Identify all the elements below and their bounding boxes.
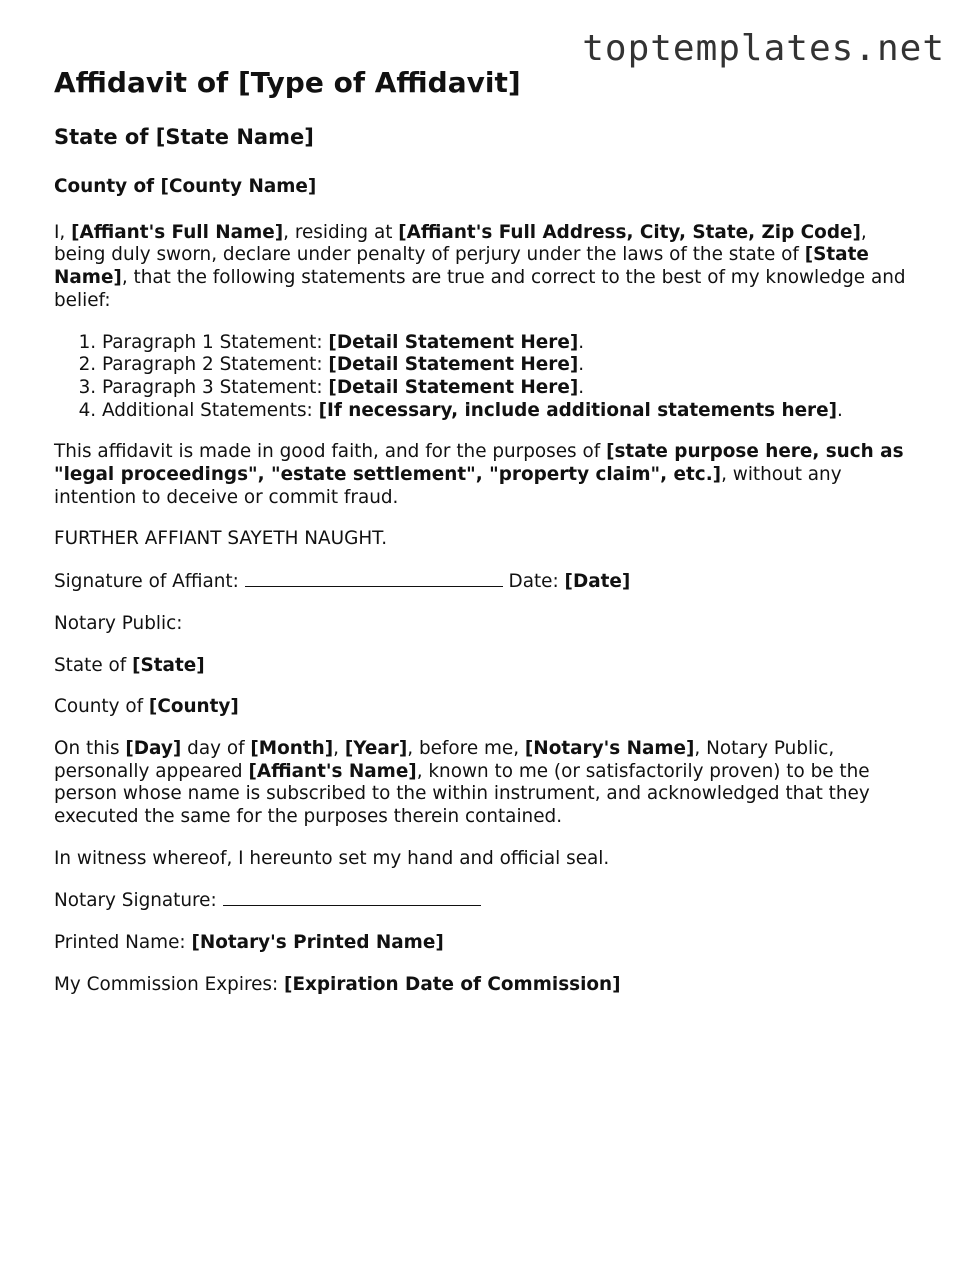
commission-expires-line: My Commission Expires: [Expiration Date of Commission]: [54, 973, 621, 995]
notary-public-label: Notary Public:: [54, 612, 183, 634]
purpose-field: [state purpose here, such as "legal proceedings", "estate settlement", "property claim", etc.]: [54, 441, 904, 486]
notary-county-line: County of [County]: [54, 696, 239, 718]
state-heading: State of [State Name]: [54, 125, 314, 149]
document-body: [54, 176, 914, 1016]
document-title: Affidavit of [Type of Affidavit]: [54, 66, 521, 99]
notary-signature-line: Notary Signature:: [54, 889, 914, 913]
list-item: 4. Additional Statements: [If necessary, include additional statements here].: [102, 400, 914, 423]
further-affiant-line: FURTHER AFFIANT SAYETH NAUGHT.: [54, 528, 388, 550]
list-item: 1. Paragraph 1 Statement: [Detail Statement Here].: [102, 332, 914, 355]
witness-line: In witness whereof, I hereunto set my hand and official seal.: [54, 847, 610, 869]
purpose-paragraph: This affidavit is made in good faith, and for the purposes of [state purpose here, such as "legal proceedings", "estate settlement", "property claim", etc.], without any intention to deceive or commit fraud.: [54, 441, 904, 508]
notary-signature-blank[interactable]: [223, 889, 481, 906]
affiant-name-field: [Affiant's Full Name]: [71, 221, 284, 243]
affiant-signature-blank[interactable]: [245, 570, 503, 587]
list-item: 2. Paragraph 2 Statement: [Detail Statement Here].: [102, 354, 914, 377]
watermark: toptemplates.net: [582, 28, 945, 69]
county-heading: County of [County Name]: [54, 176, 317, 197]
acknowledgment-paragraph: On this [Day] day of [Month], [Year], before me, [Notary's Name], Notary Public, personally appeared [Affiant's Name], known to me (or satisfactorily proven) to be the person whose name is subscribed to the within instrument, and acknowledged that they executed the same for the purposes therein contained.: [54, 737, 870, 828]
affiant-address-field: [Affiant's Full Address, City, State, Zip Code]: [398, 221, 861, 243]
affiant-signature-line: Signature of Affiant: Date: [Date]: [54, 571, 631, 593]
notary-state-line: State of [State]: [54, 654, 205, 676]
state-name-field: [State Name]: [54, 244, 869, 289]
list-item: 3. Paragraph 3 Statement: [Detail Statement Here].: [102, 377, 914, 400]
date-field: [Date]: [564, 571, 631, 593]
statement-list: [54, 332, 914, 423]
printed-name-line: Printed Name: [Notary's Printed Name]: [54, 932, 444, 954]
intro-paragraph: I, [Affiant's Full Name], residing at [Affiant's Full Address, City, State, Zip Code], being duly sworn, declare under penalty of perjury under the laws of the state of [State Name], that the following statements are true and correct to the best of my knowledge and belief:: [54, 221, 906, 311]
